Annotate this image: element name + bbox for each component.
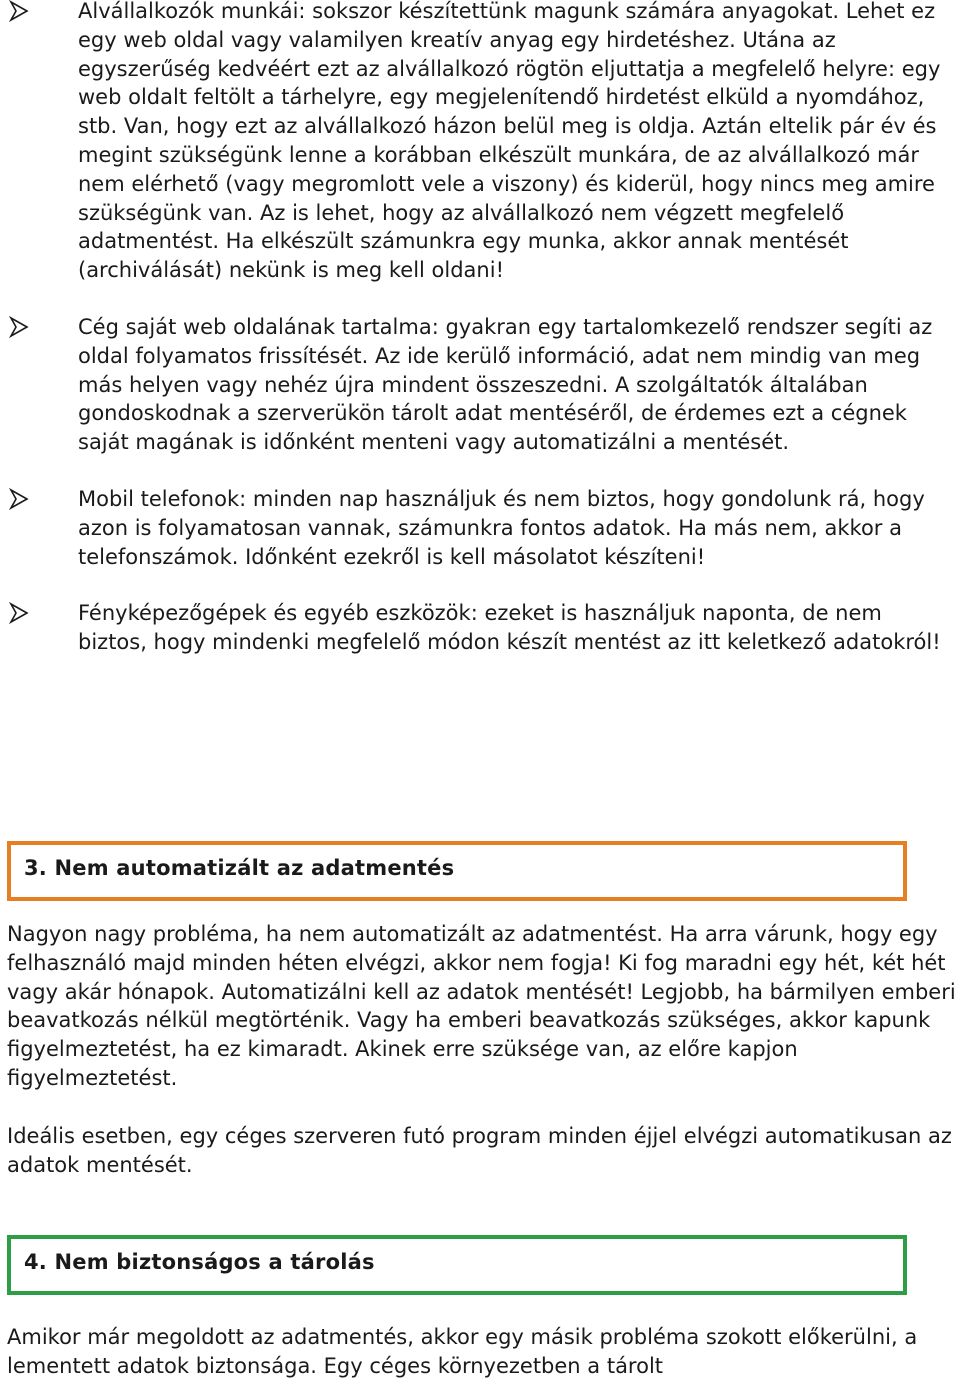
bullet-text: Fényképezőgépek és egyéb eszközök: ezeket is használjuk naponta, de nem biztos, hogy mindenki megfelelő módon készít mentést az itt keletkező adatokról! — [78, 601, 941, 655]
bullet-text: Alvállalkozók munkái: sokszor készítettünk magunk számára anyagokat. Lehet ez egy web oldal vagy valamilyen kreatív anyag egy hirdetéshez. Utána az egyszerűség kedvéért ezt az alvállalkozó rögtön eljuttatja a megfelelő helyre: egy web oldalt feltölt a tárhelyre, egy megjelenítendő hirdetést elküld a nyomdához, stb. Van, hogy ezt az alvállalkozó házon belül meg is oldja. Aztán eltelik pár év és megint szükségünk lenne a korábban elkészült munkára, de az alvállalkozó már nem elérhető (vagy megromlott vele a viszony) és kiderül, hogy nincs meg amire szükségünk van. Az is lehet, hogy az alvállalkozó nem végzett megfelelő adatmentést. Ha elkészült számunkra egy munka, akkor annak mentését (archiválását) nekünk is meg kell oldani! — [78, 0, 941, 283]
section-4-heading: 4. Nem biztonságos a tárolás — [24, 1250, 375, 1274]
list-item — [0, 0, 960, 285]
section-3-heading: 3. Nem automatizált az adatmentés — [24, 856, 455, 880]
arrow-bullet-icon — [8, 601, 30, 625]
list-item — [0, 485, 960, 571]
bullet-list — [0, 0, 960, 685]
arrow-bullet-icon — [8, 487, 30, 511]
arrow-bullet-icon — [8, 315, 30, 339]
bullet-text: Mobil telefonok: minden nap használjuk és nem biztos, hogy gondolunk rá, hogy azon is folyamatosan vannak, számunkra fontos adatok. Ha más nem, akkor a telefonszámok. Időnként ezekről is kell másolatot készíteni! — [78, 486, 925, 569]
section-3-heading-box — [7, 841, 907, 901]
section-4-heading-box — [7, 1235, 907, 1295]
section-3-paragraph-1: Nagyon nagy probléma, ha nem automatizált az adatmentést. Ha arra várunk, hogy egy felhasználó majd minden héten elvégzi, akkor nem fogja! Ki fog maradni egy hét, két hét vagy akár hónapok. Automatizálni kell az adatok mentését! Legjobb, ha bármilyen emberi beavatkozás nélkül megtörténik. Vagy ha emberi beavatkozás szükséges, akkor kapunk figyelmeztetést, ha ez kimaradt. Akinek erre szüksége van, az előre kapjon figyelmeztetést. — [7, 922, 956, 1090]
section-3-paragraph-2: Ideális esetben, egy céges szerveren futó program minden éjjel elvégzi automatikusan az adatok mentését. — [7, 1124, 952, 1177]
arrow-bullet-icon — [8, 0, 30, 23]
section-4-paragraph-1: Amikor már megoldott az adatmentés, akkor egy másik probléma szokott előkerülni, a lementett adatok biztonsága. Egy céges környezetben a tárolt — [7, 1325, 918, 1378]
bullet-text: Cég saját web oldalának tartalma: gyakran egy tartalomkezelő rendszer segíti az oldal folyamatos frissítését. Az ide kerülő információ, adat nem mindig van meg más helyen vagy nehéz újra mindent összeszedni. A szolgáltatók általában gondoskodnak a szerverükön tárolt adat mentéséről, de érdemes ezt a cégnek saját magának is időnként menteni vagy automatizálni a mentését. — [78, 314, 933, 455]
list-item — [0, 313, 960, 457]
list-item — [0, 599, 960, 657]
